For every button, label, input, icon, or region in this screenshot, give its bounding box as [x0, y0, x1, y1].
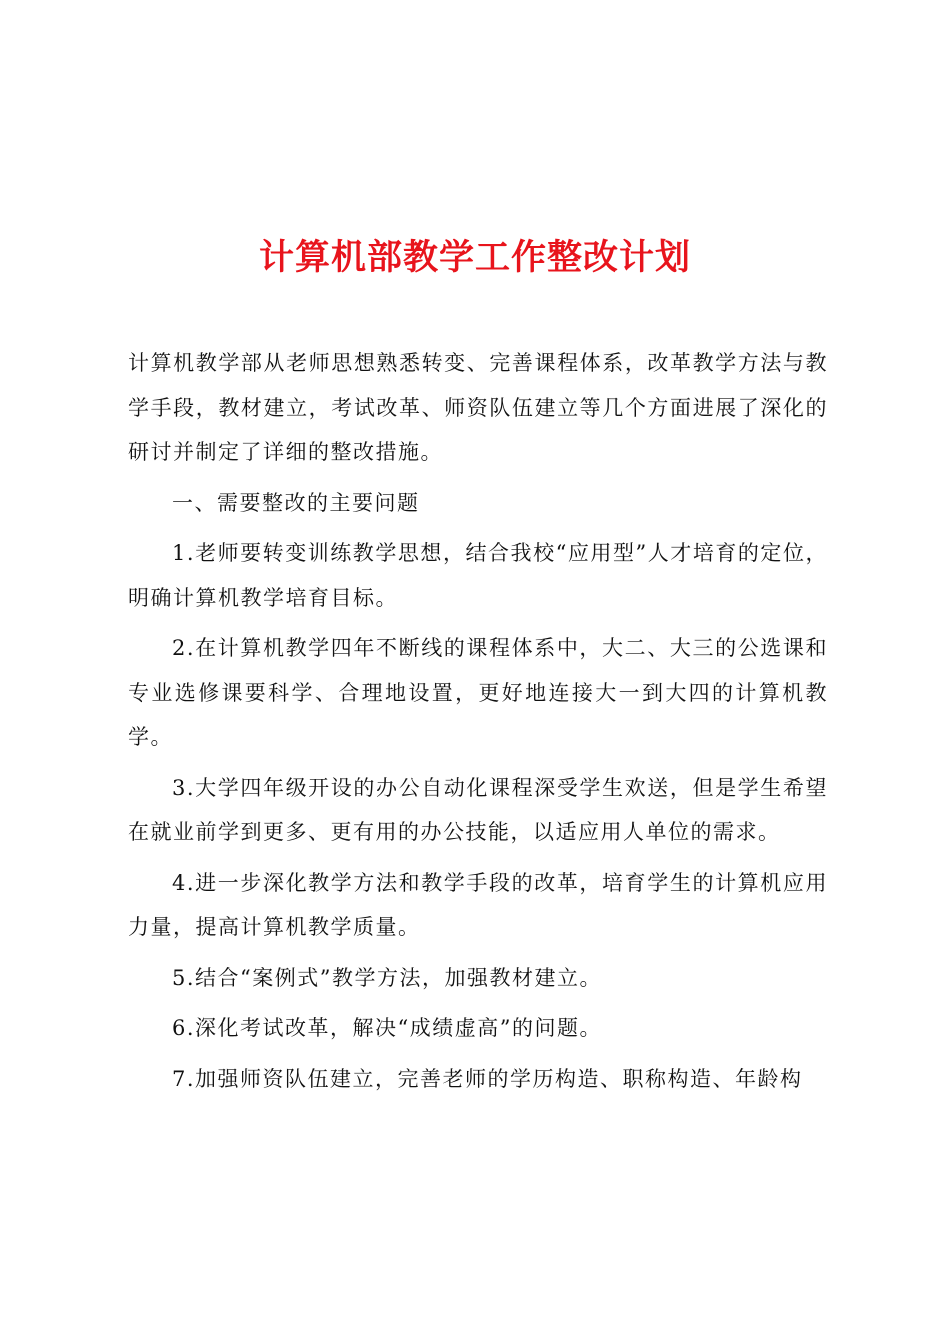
- list-item-4: 4.进一步深化教学方法和教学手段的改革，培育学生的计算机应用力量，提高计算机教学质量。: [128, 870, 828, 939]
- intro-paragraph: 计算机教学部从老师思想熟悉转变、完善课程体系，改革教学方法与教学手段，教材建立，考试改革、师资队伍建立等几个方面进展了深化的研讨并制定了详细的整改措施。: [128, 351, 828, 464]
- list-item-5: 5.结合“案例式”教学方法，加强教材建立。: [172, 965, 603, 990]
- list-item-3: 3.大学四年级开设的办公自动化课程深受学生欢送，但是学生希望在就业前学到更多、更有用的办公技能，以适应用人单位的需求。: [128, 775, 828, 844]
- document-body: [128, 341, 828, 1107]
- list-item-6: 6.深化考试改革，解决“成绩虚高”的问题。: [172, 1016, 603, 1040]
- list-item-2: 2.在计算机教学四年不断线的课程体系中，大二、大三的公选课和专业选修课要科学、合理地设置，更好地连接大一到大四的计算机教学。: [128, 636, 828, 749]
- list-item-7: 7.加强师资队伍建立，完善老师的学历构造、职称构造、年龄构: [172, 1066, 803, 1091]
- section-heading: 一、需要整改的主要问题: [172, 490, 420, 515]
- list-item-1: 1.老师要转变训练教学思想，结合我校“应用型”人才培育的定位，明确计算机教学培育目标。: [128, 541, 828, 610]
- document-title: 计算机部教学工作整改计划: [258, 237, 691, 279]
